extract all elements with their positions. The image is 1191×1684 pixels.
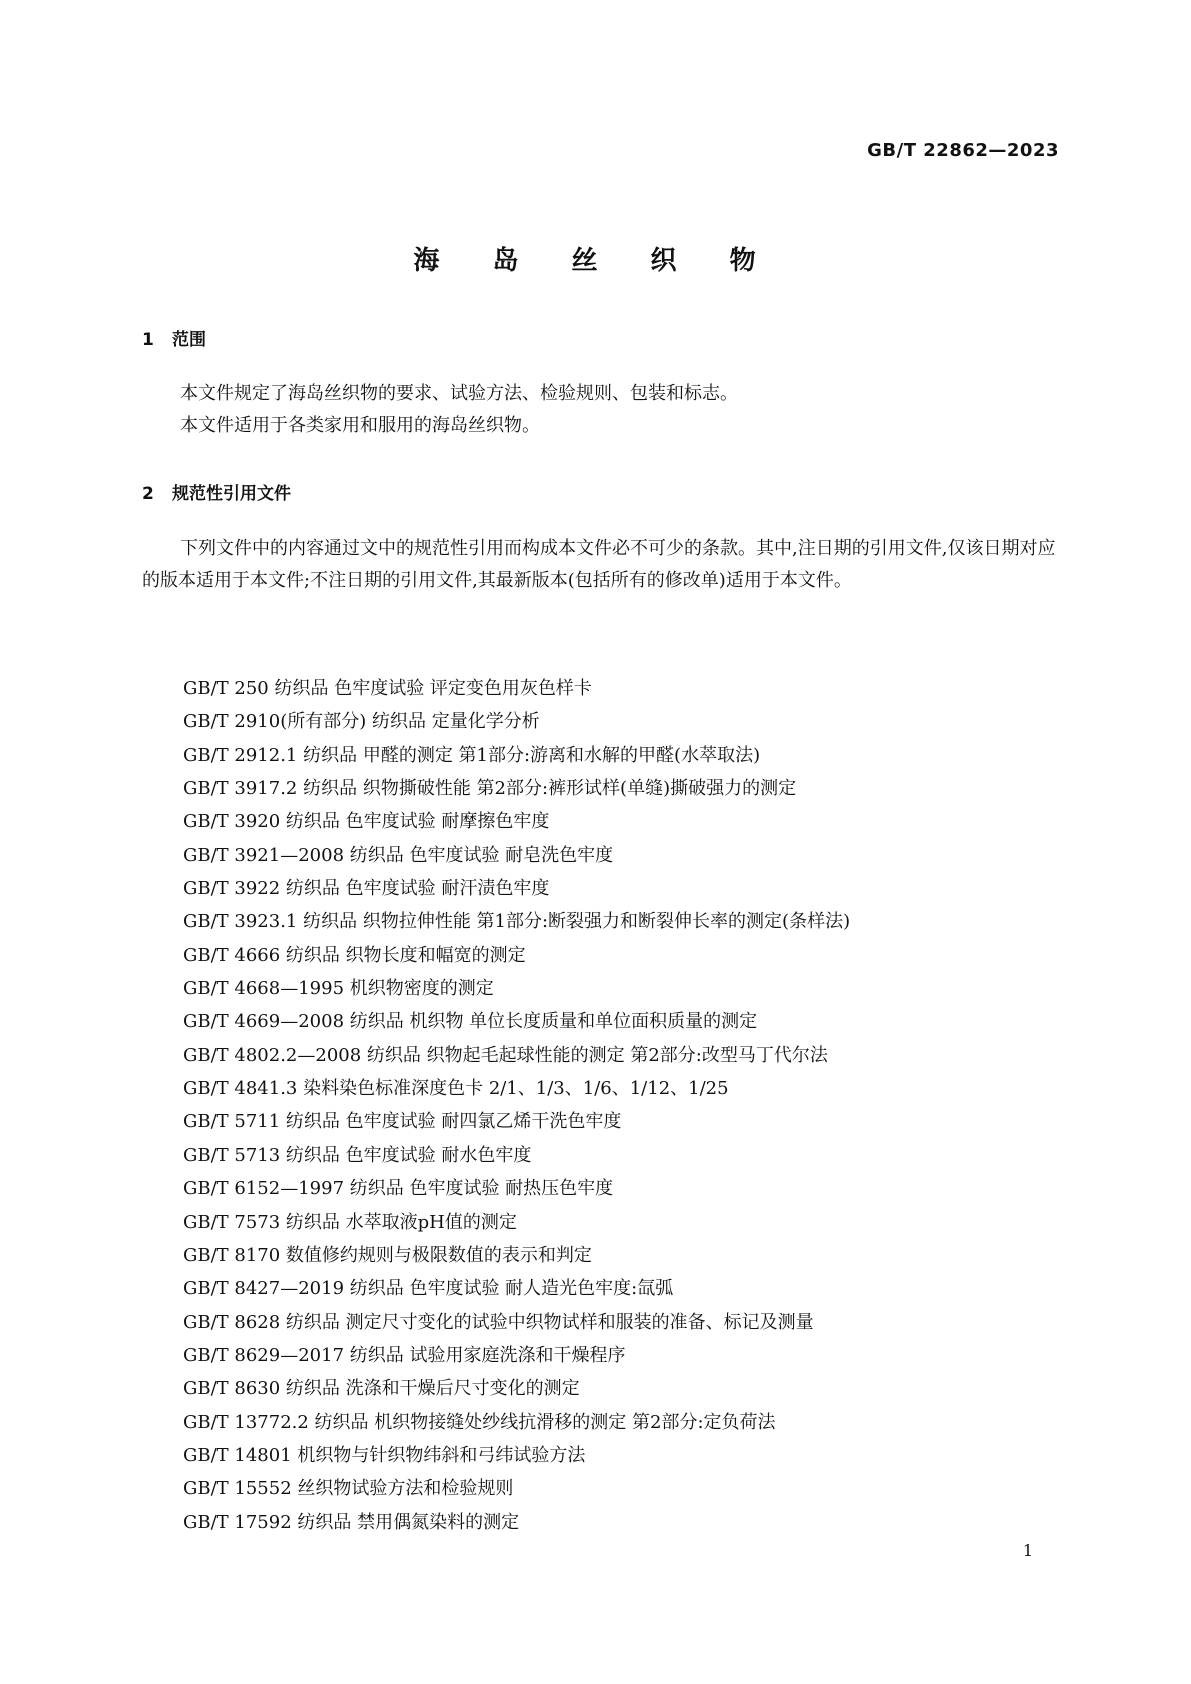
reference-item: GB/T 3922 纺织品 色牢度试验 耐汗渍色牢度 [183,878,550,900]
scope-paragraph-2: 本文件适用于各类家用和服用的海岛丝织物。 [180,415,540,436]
reference-item: GB/T 4669—2008 纺织品 机织物 单位长度质量和单位面积质量的测定 [183,1011,758,1033]
reference-item: GB/T 14801 机织物与针织物纬斜和弓纬试验方法 [183,1444,586,1466]
section-2-heading [142,479,291,504]
reference-item: GB/T 3921—2008 纺织品 色牢度试验 耐皂洗色牢度 [183,844,614,866]
reference-item: GB/T 8629—2017 纺织品 试验用家庭洗涤和干燥程序 [183,1344,626,1366]
reference-item: GB/T 4802.2—2008 纺织品 织物起毛起球性能的测定 第2部分:改型马丁代尔法 [183,1044,828,1066]
reference-item: GB/T 3920 纺织品 色牢度试验 耐摩擦色牢度 [183,811,550,833]
reference-item: GB/T 8170 数值修约规则与极限数值的表示和判定 [183,1244,592,1266]
scope-paragraph-1: 本文件规定了海岛丝织物的要求、试验方法、检验规则、包装和标志。 [180,383,738,404]
section-1-heading [142,325,206,350]
reference-list [183,672,850,1539]
reference-item: GB/T 6152—1997 纺织品 色牢度试验 耐热压色牢度 [183,1178,614,1200]
reference-item: GB/T 15552 丝织物试验方法和检验规则 [183,1478,514,1500]
section-number: 1 [142,330,154,350]
standard-code: GB/T 22862—2023 [867,140,1059,161]
reference-item: GB/T 3923.1 纺织品 织物拉伸性能 第1部分:断裂强力和断裂伸长率的测定(条样法) [183,911,851,933]
reference-item: GB/T 3917.2 纺织品 织物撕破性能 第2部分:裤形试样(单缝)撕破强力的测定 [183,778,797,800]
reference-item: GB/T 8628 纺织品 测定尺寸变化的试验中织物试样和服装的准备、标记及测量 [183,1311,814,1333]
reference-item: GB/T 4841.3 染料染色标准深度色卡 2/1、1/3、1/6、1/12、1/25 [183,1078,729,1100]
section-title: 范围 [172,330,206,350]
references-intro: 下列文件中的内容通过文中的规范性引用而构成本文件必不可少的条款。其中,注日期的引用文件,仅该日期对应的版本适用于本文件;不注日期的引用文件,其最新版本(包括所有的修改单)适用于本文件。 [142,538,1056,591]
reference-item: GB/T 4668—1995 机织物密度的测定 [183,978,494,1000]
reference-item: GB/T 4666 纺织品 织物长度和幅宽的测定 [183,944,526,966]
reference-item: GB/T 17592 纺织品 禁用偶氮染料的测定 [183,1511,520,1533]
reference-item: GB/T 5713 纺织品 色牢度试验 耐水色牢度 [183,1144,532,1166]
reference-item: GB/T 8427—2019 纺织品 色牢度试验 耐人造光色牢度:氙弧 [183,1278,674,1300]
reference-item: GB/T 250 纺织品 色牢度试验 评定变色用灰色样卡 [183,678,592,699]
reference-item: GB/T 13772.2 纺织品 机织物接缝处纱线抗滑移的测定 第2部分:定负荷法 [183,1411,776,1433]
reference-item: GB/T 5711 纺织品 色牢度试验 耐四氯乙烯干洗色牢度 [183,1111,622,1133]
page-number: 1 [1022,1541,1033,1560]
section-number: 2 [142,484,154,504]
reference-item: GB/T 2910(所有部分) 纺织品 定量化学分析 [183,711,540,733]
section-title: 规范性引用文件 [172,484,291,504]
reference-item: GB/T 2912.1 纺织品 甲醛的测定 第1部分:游离和水解的甲醛(水萃取法) [183,744,761,766]
document-title: 海 岛 丝 织 物 [413,246,778,276]
reference-item: GB/T 8630 纺织品 洗涤和干燥后尺寸变化的测定 [183,1378,580,1400]
reference-item: GB/T 7573 纺织品 水萃取液pH值的测定 [183,1211,517,1233]
